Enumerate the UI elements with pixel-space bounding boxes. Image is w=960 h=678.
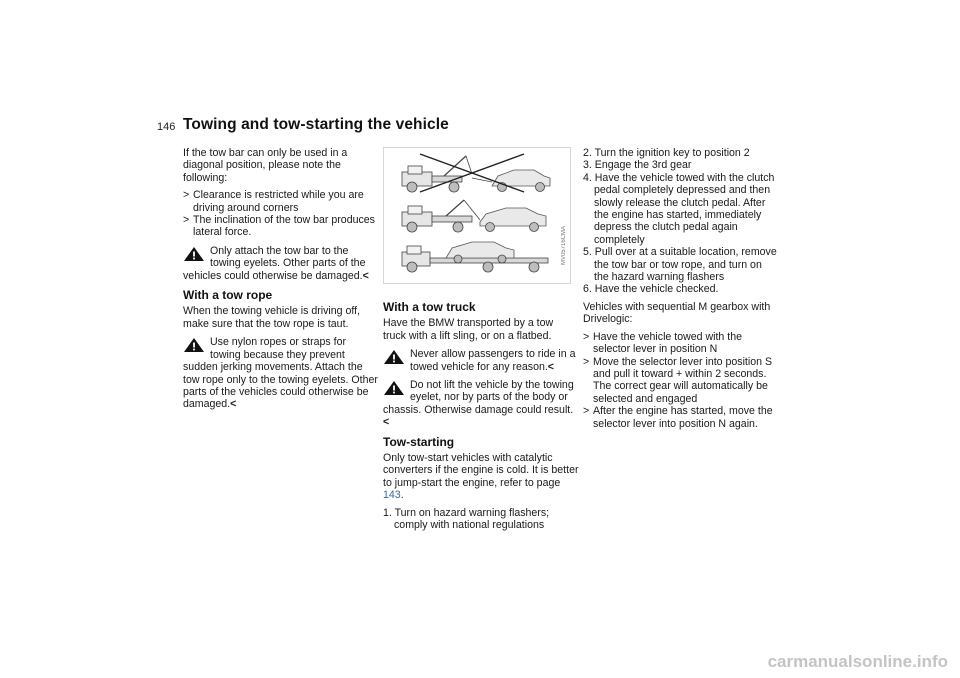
figure-code: MV05716CMA <box>561 225 567 265</box>
tow-truck-warning-1: Never allow passengers to ride in a towed vehicle for any reason.< <box>383 348 579 373</box>
bullet-mark: > <box>183 214 190 227</box>
bullet-mark: > <box>583 355 590 368</box>
list-item: > Have the vehicle towed with the selector lever in position N <box>583 330 742 356</box>
towing-illustration <box>383 147 571 284</box>
list-item: 1. Turn on hazard warning flashers; comply with national regulations <box>383 506 550 532</box>
page-title: Towing and tow-starting the vehicle <box>183 116 449 133</box>
page-number: 146 <box>157 121 176 133</box>
list-item: 5. Pull over at a suitable location, remove the tow bar or tow rope, and turn on the hazard warning flashers <box>583 246 777 284</box>
tow-rope-warning: Use nylon ropes or straps for towing because they prevent sudden jerking movements. Attach the tow rope only to the towing eyelets. Other parts of the vehicles could otherwise be damaged.< <box>183 336 378 411</box>
list-item: > Clearance is restricted while you are driving around corners <box>183 189 364 214</box>
tow-bar-bullets <box>183 189 379 239</box>
warning-icon <box>183 246 205 262</box>
end-mark: < <box>362 269 369 282</box>
watermark: carmanualsonline.info <box>767 652 948 671</box>
tow-truck-text: Have the BMW transported by a tow truck with a lift sling, or on a flatbed. <box>383 317 554 342</box>
tow-rope-text: When the towing vehicle is driving off, make sure that the tow rope is taut. <box>183 305 361 330</box>
end-mark: < <box>383 416 390 429</box>
bullet-mark: > <box>183 189 190 202</box>
warning-icon <box>183 337 205 353</box>
list-item: > Move the selector lever into position S and pull it toward + within 2 seconds. The correct gear will automatically be selected and engaged <box>583 355 773 405</box>
tow-truck-heading: With a tow truck <box>383 300 476 314</box>
truck-row-1 <box>402 154 550 192</box>
tow-bar-intro: If the tow bar can only be used in a diagonal position, please note the following: <box>183 147 348 184</box>
list-item: 4. Have the vehicle towed with the clutch pedal completely depressed and then slowly release the clutch pedal. After the engine has started, immediately depress the clutch pedal again completely <box>583 171 775 246</box>
truck-row-3 <box>402 242 548 272</box>
left-column <box>183 147 379 417</box>
end-mark: < <box>230 398 237 411</box>
list-item: 3. Engage the 3rd gear <box>583 159 692 172</box>
list-item: 6. Have the vehicle checked. <box>583 283 719 296</box>
tow-truck-figure <box>384 148 570 283</box>
tow-start-steps-cont <box>583 147 779 296</box>
tow-starting-heading: Tow-starting <box>383 434 455 449</box>
middle-column <box>383 294 579 537</box>
tow-start-steps-begin <box>383 507 579 532</box>
list-item: > The inclination of the tow bar produces lateral force. <box>183 214 375 239</box>
warning-icon <box>383 380 405 396</box>
truck-row-2 <box>402 200 546 232</box>
tow-starting-text: Only tow-start vehicles with catalytic converters if the engine is cold. It is better to jump-start the engine, refer to page 143. <box>383 452 579 502</box>
tow-truck-warning-2: Do not lift the vehicle by the towing eyelet, nor by parts of the body or chassis. Otherwise damage could result.< <box>383 379 574 429</box>
end-mark: < <box>547 360 554 373</box>
warning-icon <box>383 349 405 365</box>
bullet-mark: > <box>583 330 590 343</box>
right-column <box>583 147 779 435</box>
bullet-mark: > <box>583 405 590 418</box>
page-reference-link[interactable]: 143 <box>383 489 401 502</box>
tow-bar-warning: Only attach the tow bar to the towing eyelets. Other parts of the vehicles could otherwise be damaged.< <box>183 244 369 282</box>
list-item: > After the engine has started, move the selector lever into position N again. <box>583 405 773 430</box>
list-item: 2. Turn the ignition key to position 2 <box>583 147 750 159</box>
tow-rope-heading: With a tow rope <box>183 288 273 303</box>
smg-bullets <box>583 331 779 430</box>
smg-intro: Vehicles with sequential M gearbox with Drivelogic: <box>583 300 771 326</box>
